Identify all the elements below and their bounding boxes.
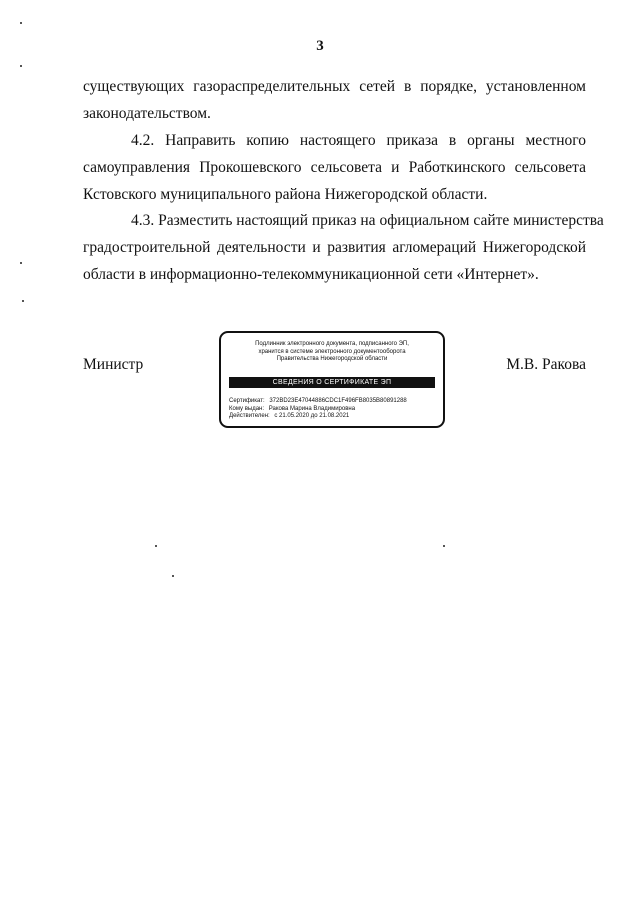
issued-to-label: Кому выдан: — [229, 405, 265, 412]
scan-speck — [20, 262, 22, 264]
stamp-notice-line: Правительства Нижегородской области — [276, 356, 388, 362]
paragraph-4-2 — [83, 127, 586, 208]
certificate-value: 372BD23E47044886CDC1F496FB8035B80891288 — [269, 398, 407, 404]
paragraph-4-3 — [83, 207, 604, 288]
signer-name: М.В. Ракова — [506, 356, 586, 373]
scan-speck — [172, 575, 174, 577]
validity-row — [229, 413, 437, 421]
paragraph-line: Кстовского муниципального района Нижегородской области. — [83, 186, 488, 203]
validity-value: с 21.05.2020 до 21.08.2021 — [274, 413, 350, 419]
paragraph-line: градостроительной деятельности и развития агломераций Нижегородской — [83, 239, 586, 256]
stamp-fields — [229, 398, 437, 421]
signer-title: Министр — [83, 356, 144, 373]
issued-to-value: Ракова Марина Владимировна — [268, 405, 356, 412]
certificate-label: Сертификат: — [229, 398, 265, 404]
electronic-signature-stamp — [219, 331, 445, 428]
paragraph-line: 4.2. Направить копию настоящего приказа в органы местного — [131, 132, 586, 149]
scan-speck — [155, 545, 157, 547]
scan-speck — [20, 22, 22, 24]
stamp-notice-line: хранится в системе электронного документооборота — [258, 348, 406, 355]
stamp-header: СВЕДЕНИЯ О СЕРТИФИКАТЕ ЭП — [229, 377, 435, 388]
scan-speck — [443, 545, 445, 547]
paragraph-line: области в информационно-телекоммуникационной сети «Интернет». — [83, 266, 539, 283]
paragraph-line: 4.3. Разместить настоящий приказ на официальном сайте министерства — [131, 212, 604, 229]
scan-speck — [22, 300, 24, 302]
paragraph-line: существующих газораспределительных сетей в порядке, установленном — [83, 78, 586, 95]
scan-speck — [20, 65, 22, 67]
paragraph-line: самоуправления Прокошевского сельсовета и Работкинского сельсовета — [83, 159, 586, 176]
validity-label: Действителен: — [229, 413, 270, 419]
paragraph-1 — [83, 73, 586, 127]
stamp-notice-line: Подлинник электронного документа, подписанного ЭП, — [255, 341, 409, 347]
issued-to-row — [229, 406, 437, 414]
paragraph-line: законодательством. — [83, 105, 211, 122]
stamp-notice — [227, 341, 437, 364]
certificate-row — [229, 398, 437, 406]
page-number: 3 — [316, 38, 324, 54]
